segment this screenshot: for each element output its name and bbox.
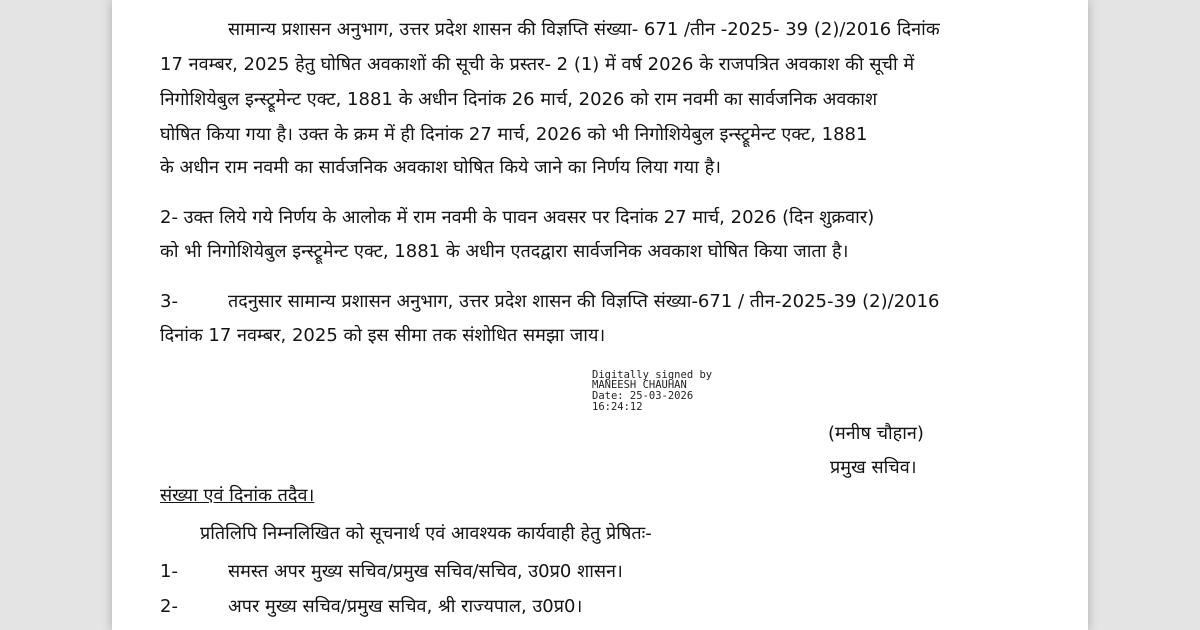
digital-signature-line: 16:24:12: [592, 401, 643, 413]
digital-signature-line: MANEESH CHAUHAN: [592, 379, 687, 391]
paragraph-2-line: 2- उक्त लिये गये निर्णय के आलोक में राम नवमी के पावन अवसर पर दिनांक 27 मार्च, 2026 (दिन शुक्रवार): [160, 207, 875, 228]
paragraph-1-line: 17 नवम्बर, 2025 हेतु घोषित अवकाशों की सूची के प्रस्तर- 2 (1) में वर्ष 2026 के राजपत्रित अवकाश की सूची में: [160, 54, 915, 75]
digital-signature-line: Digitally signed by: [592, 369, 713, 381]
copy-list-item: समस्त अपर मुख्य सचिव/प्रमुख सचिव/सचिव, उ0प्र0 शासन।: [228, 561, 623, 582]
document-page: [112, 0, 1088, 630]
signatory-designation: प्रमुख सचिव।: [830, 457, 917, 478]
paragraph-1-line: निगोशियेबुल इन्स्ट्रूमेन्ट एक्ट, 1881 के अधीन दिनांक 26 मार्च, 2026 को राम नवमी का सार्वजनिक अवकाश: [160, 89, 878, 110]
paragraph-3-line: दिनांक 17 नवम्बर, 2025 को इस सीमा तक संशोधित समझा जाय।: [160, 325, 606, 346]
copy-list-item: अपर मुख्य सचिव/प्रमुख सचिव, श्री राज्यपाल, उ0प्र0।: [228, 596, 583, 617]
paragraph-3-number: 3-: [160, 291, 178, 312]
copy-list-number: 1-: [160, 561, 178, 582]
paragraph-1-line: घोषित किया गया है। उक्त के क्रम में ही दिनांक 27 मार्च, 2026 को भी निगोशियेबुल इन्स्ट्रूमेन्ट एक्ट, 1881: [160, 124, 868, 145]
digital-signature-line: Date: 25-03-2026: [592, 390, 694, 402]
paragraph-1-line: के अधीन राम नवमी का सार्वजनिक अवकाश घोषित किये जाने का निर्णय लिया गया है।: [160, 157, 721, 178]
paragraph-3-line: तदनुसार सामान्य प्रशासन अनुभाग, उत्तर प्रदेश शासन की विज्ञप्ति संख्या-671 / तीन-2025-39 (2)/2016: [228, 291, 940, 312]
signatory-name: (मनीष चौहान): [828, 423, 924, 444]
copy-intro: प्रतिलिपि निम्नलिखित को सूचनार्थ एवं आवश्यक कार्यवाही हेतु प्रेषितः-: [200, 523, 652, 544]
reference-heading: संख्या एवं दिनांक तदैव।: [160, 485, 315, 506]
copy-list-number: 2-: [160, 596, 178, 617]
paragraph-1-line: सामान्य प्रशासन अनुभाग, उत्तर प्रदेश शासन की विज्ञप्ति संख्या- 671 /तीन -2025- 39 (2)/2016 दिनांक: [228, 19, 940, 40]
paragraph-2-line: को भी निगोशियेबुल इन्स्ट्रूमेन्ट एक्ट, 1881 के अधीन एतदद्वारा सार्वजनिक अवकाश घोषित किया जाता है।: [160, 241, 849, 262]
